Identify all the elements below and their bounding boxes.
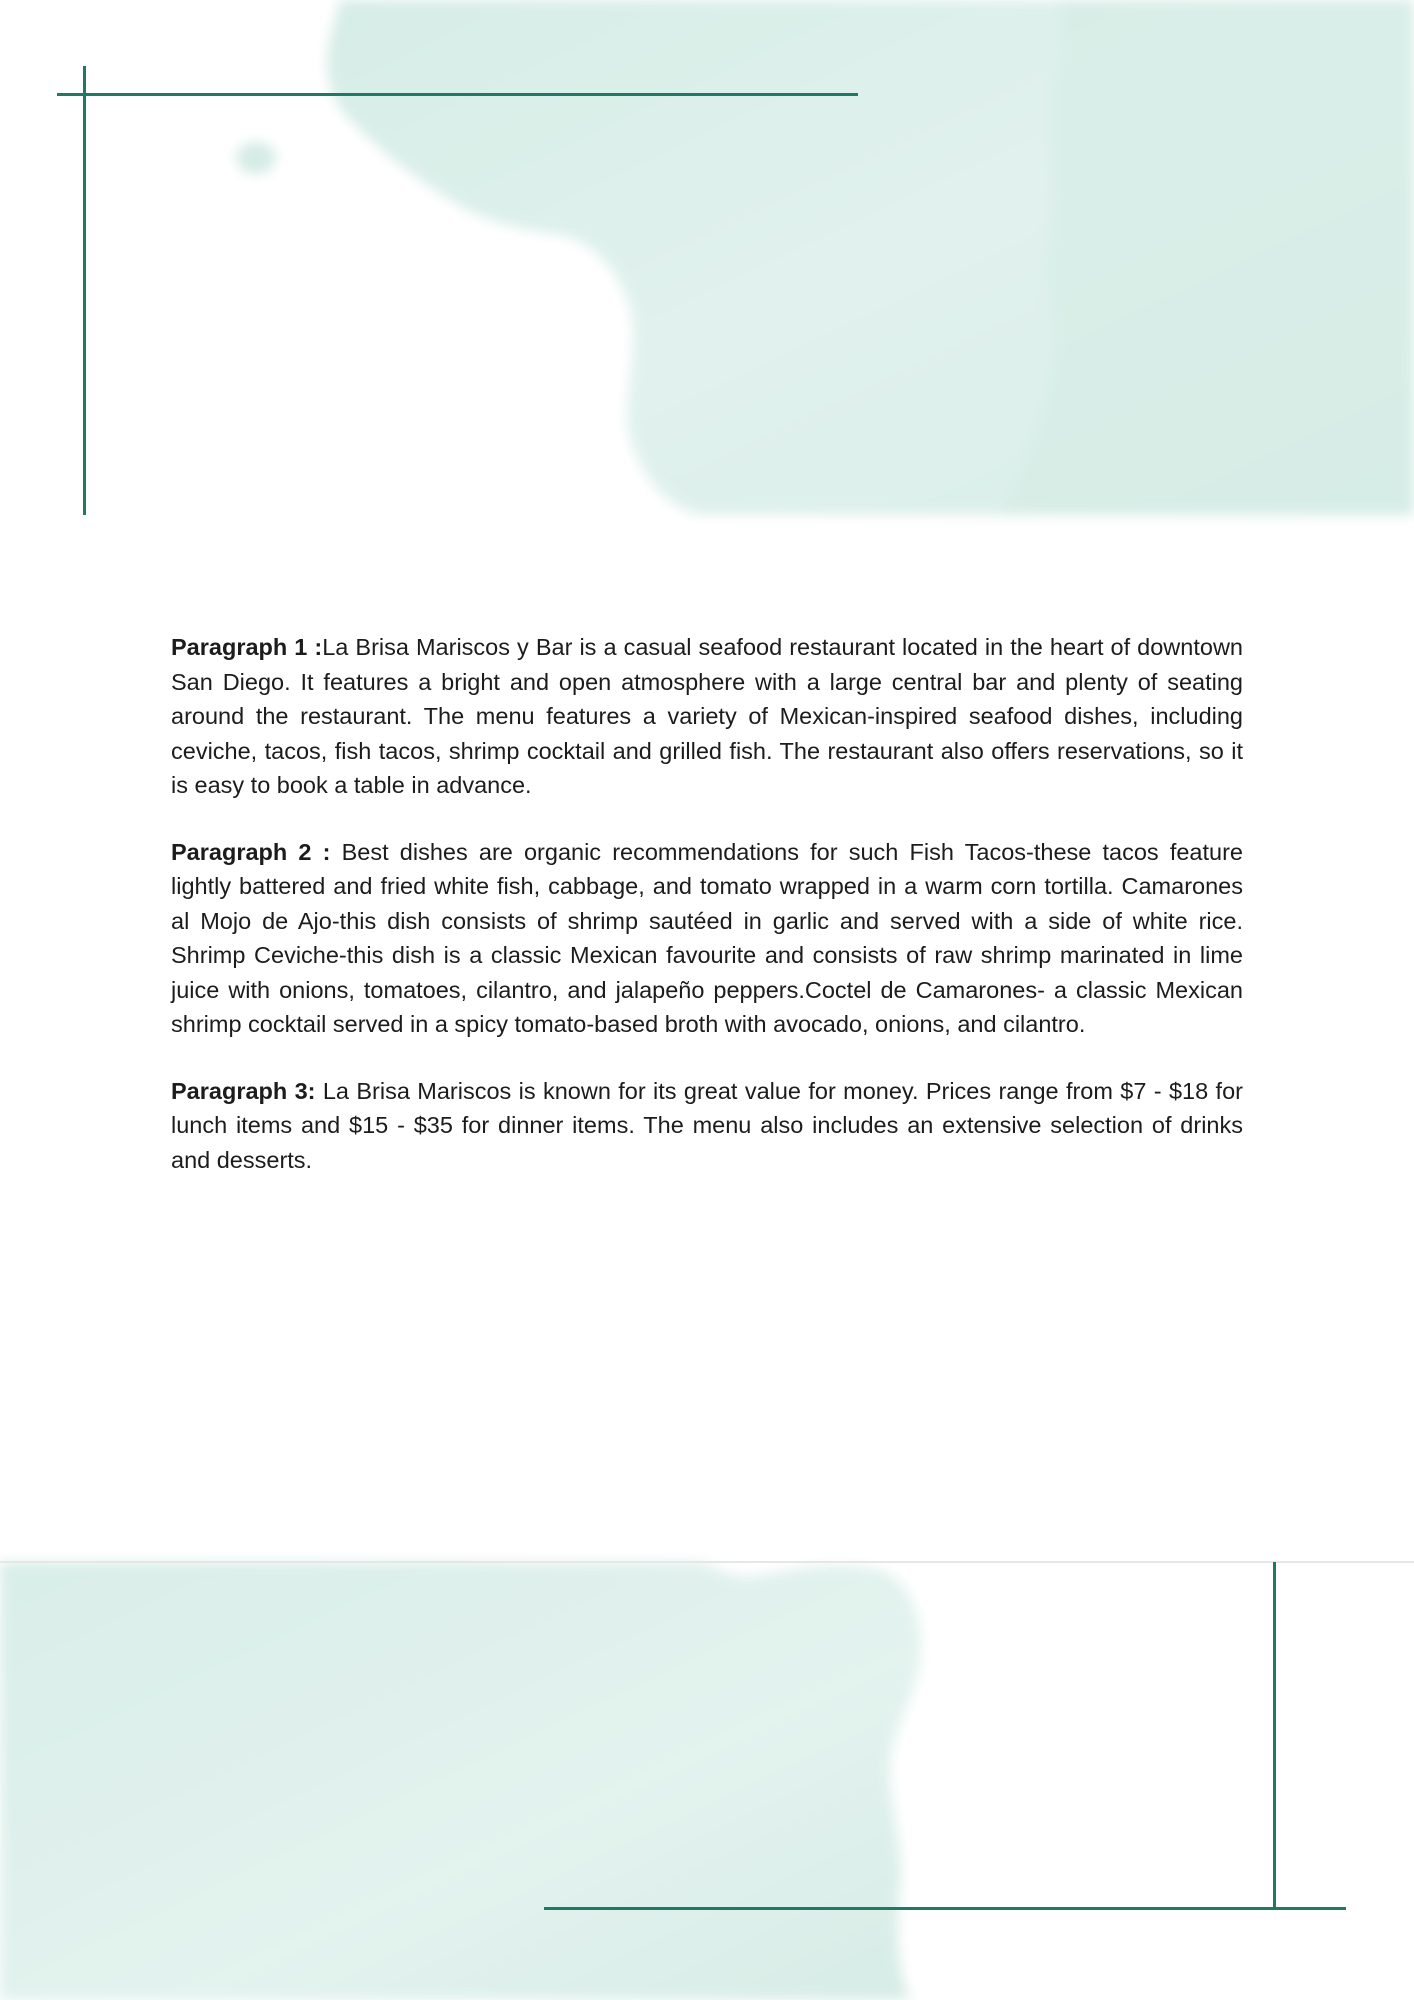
watercolor-top (236, 0, 1414, 515)
paragraph-2-text: Best dishes are organic recommendations for such Fish Tacos-these tacos feature lightly battered and fried white fish, cabbage, and tomato wrapped in a warm corn tortilla. Camarones al Mojo de Ajo-this dish consists of shrimp sautéed in garlic and served with a side of white rice. Shrimp Ceviche-this dish is a classic Mexican favourite and consists of raw shrimp marinated in lime juice with onions, tomatoes, cilantro, and jalapeño peppers.Coctel de Camarones- a classic Mexican shrimp cocktail served in a spicy tomato-based broth with avocado, onions, and cilantro. (171, 838, 1243, 1037)
bottom-vertical-rule (1273, 1562, 1276, 1910)
top-vertical-rule (83, 66, 86, 515)
paragraph-1-text: La Brisa Mariscos y Bar is a casual seafood restaurant located in the heart of downtown San Diego. It features a bright and open atmosphere with a large central bar and plenty of seating around the restaurant. The menu features a variety of Mexican-inspired seafood dishes, including ceviche, tacos, fish tacos, shrimp cocktail and grilled fish. The restaurant also offers reservations, so it is easy to book a table in advance. (171, 634, 1243, 798)
top-horizontal-rule (57, 93, 858, 96)
paragraph-2 (171, 835, 1243, 1042)
paragraph-3-text: La Brisa Mariscos is known for its great value for money. Prices range from $7 - $18 for lunch items and $15 - $35 for dinner items. The menu also includes an extensive selection of drinks and desserts. (171, 1077, 1243, 1173)
watercolor-bottom (0, 1562, 921, 2000)
paragraph-1-label: Paragraph 1 : (171, 634, 323, 660)
paragraph-3-label: Paragraph 3: (171, 1077, 316, 1104)
paragraph-2-label: Paragraph 2 : (171, 838, 331, 865)
bottom-horizontal-rule (544, 1907, 1346, 1910)
paragraph-3 (171, 1074, 1243, 1178)
document-body (171, 630, 1243, 1209)
paragraph-1 (171, 630, 1243, 803)
